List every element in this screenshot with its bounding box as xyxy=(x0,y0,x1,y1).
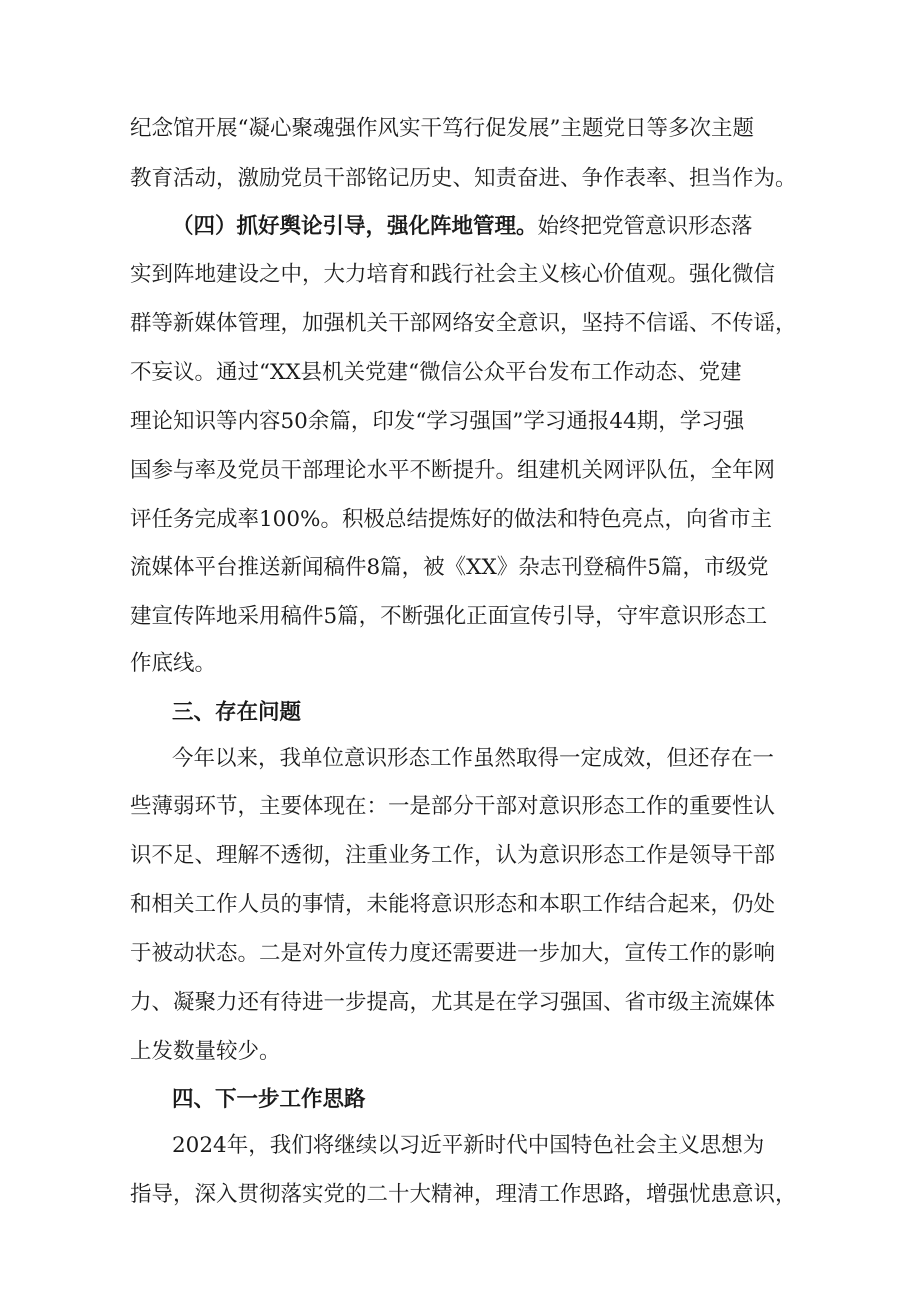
subsection-heading: （四）抓好舆论引导，强化阵地管理。 xyxy=(172,214,538,239)
paragraph-line: 教育活动，激励党员干部铭记历史、知责奋进、争作表率、担当作为。 xyxy=(130,166,797,191)
paragraph-line: 不妄议。通过“XX县机关党建“微信公众平台发布工作动态、党建 xyxy=(130,360,742,385)
paragraph-line: 识不足、理解不透彻，注重业务工作，认为意识形态工作是领导干部 xyxy=(130,843,776,868)
paragraph-line: 2024年，我们将继续以习近平新时代中国特色社会主义思想为 xyxy=(172,1133,765,1158)
paragraph-line: 力、凝聚力还有待进一步提高，尤其是在学习强国、省市级主流媒体 xyxy=(130,990,776,1015)
subsection-text: 始终把党管意识形态落 xyxy=(537,214,753,239)
paragraph-line: 于被动状态。二是对外宣传力度还需要进一步加大，宣传工作的影响 xyxy=(130,941,776,966)
paragraph-line: 今年以来，我单位意识形态工作虽然取得一定成效，但还存在一 xyxy=(172,746,775,771)
section-heading: 四、下一步工作思路 xyxy=(172,1087,366,1112)
paragraph-line: 作底线。 xyxy=(130,651,217,676)
paragraph-line: 国参与率及党员干部理论水平不断提升。组建机关网评队伍，全年网 xyxy=(130,458,776,483)
paragraph-line: 群等新媒体管理，加强机关干部网络安全意识，坚持不信谣、不传谣， xyxy=(130,311,797,336)
subsection-first-line xyxy=(172,212,753,242)
paragraph-line: 理论知识等内容50余篇，印发“学习强国”学习通报44期，学习强 xyxy=(130,409,745,434)
paragraph-line: 和相关工作人员的事情，未能将意识形态和本职工作结合起来，仍处 xyxy=(130,892,776,917)
paragraph-line: 些薄弱环节，主要体现在：一是部分干部对意识形态工作的重要性认 xyxy=(130,794,776,819)
paragraph-line: 评任务完成率100%。积极总结提炼好的做法和特色亮点，向省市主 xyxy=(130,507,772,532)
section-heading: 三、存在问题 xyxy=(172,700,302,725)
paragraph-line: 实到阵地建设之中，大力培育和践行社会主义核心价值观。强化微信 xyxy=(130,262,776,287)
paragraph-line: 建宣传阵地采用稿件5篇，不断强化正面宣传引导，守牢意识形态工 xyxy=(130,604,768,629)
paragraph-line: 流媒体平台推送新闻稿件8篇，被《XX》杂志刊登稿件5篇，市级党 xyxy=(130,555,769,580)
paragraph-line: 上发数量较少。 xyxy=(130,1039,281,1064)
paragraph-line: 指导，深入贯彻落实党的二十大精神，理清工作思路，增强忧患意识， xyxy=(130,1182,797,1207)
paragraph-line: 纪念馆开展“凝心聚魂强作风实干笃行促发展”主题党日等多次主题 xyxy=(130,116,754,141)
